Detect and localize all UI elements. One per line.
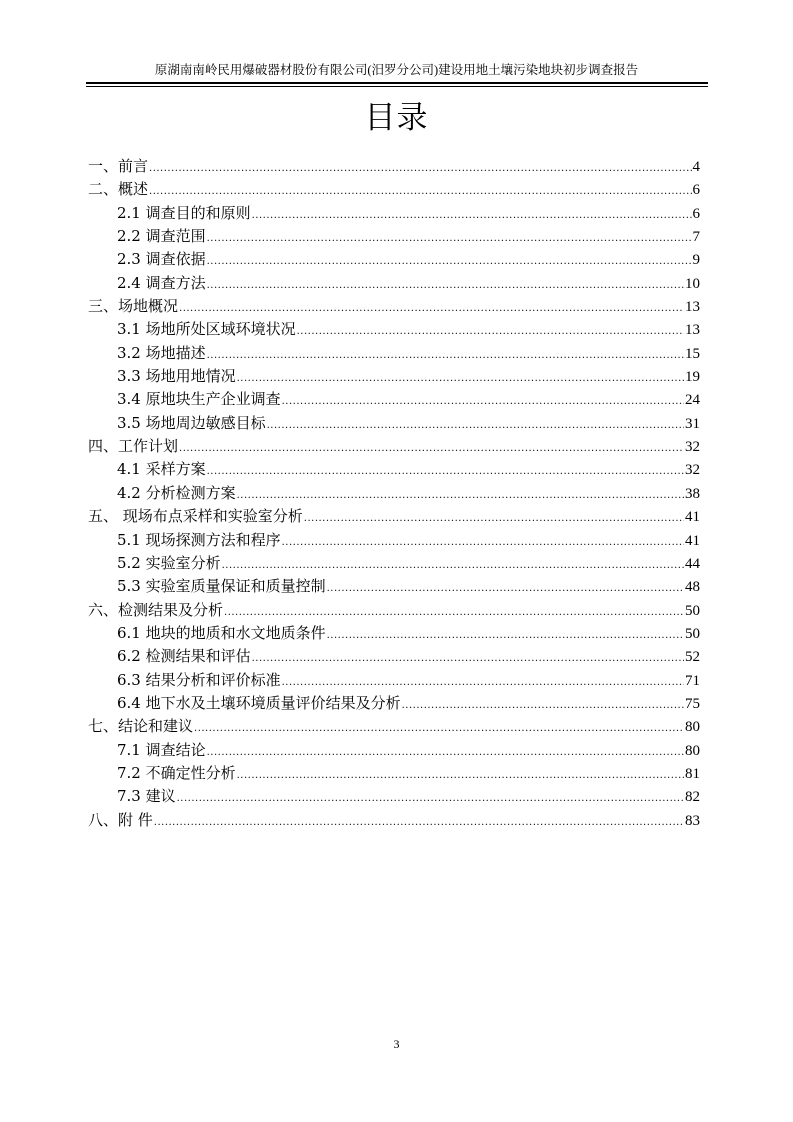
toc-entry-page: 10 [685,275,700,292]
toc-entry[interactable] [88,388,700,411]
toc-entry-page: 31 [685,415,700,432]
toc-entry[interactable] [88,809,700,832]
dot-leader [207,256,692,267]
toc-entry-label: 八、附 件 [88,810,153,829]
toc-entry-page: 83 [685,812,700,829]
toc-entry[interactable] [88,552,700,575]
toc-entry-page: 80 [685,719,700,736]
toc-entry-label: 六、检测结果及分析 [88,600,224,619]
toc-entry-label: 四、工作计划 [88,437,179,456]
toc-entry-page: 38 [685,485,700,502]
dot-leader [207,233,692,244]
toc-entry[interactable] [88,155,700,178]
toc-entry-page: 82 [685,789,700,806]
dot-leader [402,700,684,711]
toc-entry[interactable] [88,762,700,785]
toc-entry-label: 7.2 不确定性分析 [117,763,236,782]
toc-entry-label: 2.4 调查方法 [117,273,206,292]
toc-entry-page: 13 [685,299,700,316]
dot-leader [149,163,691,174]
dot-leader [237,490,684,501]
toc-entry-page: 4 [692,159,700,175]
toc-entry-page: 19 [685,369,700,386]
toc-entry-label: 一、前言 [88,157,149,175]
toc-entry-label: 5.3 实验室质量保证和质量控制 [117,577,326,596]
page-title: 目录 [364,100,429,136]
toc-entry[interactable] [88,412,700,435]
toc-entry-label: 2.2 调查范围 [117,227,206,246]
toc-entry-label: 4.1 采样方案 [117,460,206,479]
dot-leader [267,420,684,431]
toc-entry-label: 2.3 调查依据 [117,250,206,269]
toc-entry-page: 80 [685,742,700,759]
dot-leader [252,653,684,664]
toc-entry[interactable] [88,622,700,645]
dot-leader [154,817,684,828]
toc-entry-page: 48 [685,579,700,596]
toc-entry-page: 24 [685,392,700,409]
dot-leader [304,513,684,524]
toc-entry-label: 6.2 检测结果和评估 [117,647,251,666]
dot-leader [252,210,692,221]
toc-entry-label: 3.5 场地周边敏感目标 [117,413,266,432]
toc-entry-label: 6.4 地下水及土壤环境质量评价结果及分析 [117,693,401,712]
dot-leader [177,793,684,804]
dot-leader [149,186,691,197]
toc-entry-label: 7.3 建议 [117,787,176,806]
header-rule [86,82,708,87]
toc-entry-page: 52 [685,649,700,666]
toc-entry[interactable] [88,295,700,318]
toc-entry[interactable] [88,575,700,598]
toc-entry[interactable] [88,458,700,481]
toc-entry-page: 7 [692,229,700,246]
dot-leader [207,280,684,291]
toc-entry[interactable] [88,645,700,668]
toc-entry-page: 13 [685,322,700,339]
dot-leader [282,396,684,407]
toc-entry-label: 5.1 现场探测方法和程序 [117,530,281,549]
toc-entry[interactable] [88,715,700,738]
toc-entry-page: 6 [692,182,700,199]
toc-entry-label: 2.1 调查目的和原则 [117,203,251,222]
dot-leader [179,443,684,454]
toc-entry[interactable] [88,342,700,365]
toc-entry-label: 4.2 分析检测方案 [117,483,236,502]
toc-entry[interactable] [88,482,700,505]
toc-entry[interactable] [88,692,700,715]
dot-leader [237,770,684,781]
toc-entry-page: 41 [685,532,700,549]
toc-entry-page: 41 [685,509,700,526]
toc-entry-page: 32 [685,462,700,479]
toc-entry-page: 32 [685,439,700,456]
page-number: 3 [393,1037,400,1051]
dot-leader [297,326,684,337]
running-header: 原湖南南岭民用爆破器材股份有限公司(汨罗分公司)建设用地土壤污染地块初步调查报告 [154,63,639,77]
table-of-contents [88,155,700,832]
dot-leader [222,560,684,571]
toc-entry-label: 3.1 场地所处区域环境状况 [117,320,296,339]
toc-entry[interactable] [88,318,700,341]
toc-entry-page: 75 [685,695,700,712]
toc-entry[interactable] [88,178,700,201]
toc-entry-page: 71 [685,672,700,689]
toc-entry-page: 50 [685,602,700,619]
toc-entry-label: 3.3 场地用地情况 [117,367,236,386]
toc-entry-page: 81 [685,765,700,782]
dot-leader [282,677,684,688]
toc-entry-label: 二、概述 [88,180,149,199]
dot-leader [194,723,684,734]
dot-leader [327,583,684,594]
toc-entry-label: 7.1 调查结论 [117,740,206,759]
toc-entry-page: 15 [685,345,700,362]
toc-entry[interactable] [88,202,700,225]
toc-entry-page: 6 [692,205,700,222]
toc-entry-page: 44 [685,555,700,572]
toc-entry[interactable] [88,669,700,692]
toc-entry[interactable] [88,225,700,248]
toc-entry[interactable] [88,248,700,271]
dot-leader [207,466,684,477]
toc-entry[interactable] [88,505,700,528]
dot-leader [282,537,684,548]
toc-entry-page: 50 [685,625,700,642]
toc-entry[interactable] [88,529,700,552]
toc-entry[interactable] [88,785,700,808]
toc-entry[interactable] [88,272,700,295]
dot-leader [207,350,684,361]
toc-entry[interactable] [88,435,700,458]
toc-entry[interactable] [88,365,700,388]
toc-entry-label: 3.4 原地块生产企业调查 [117,390,281,409]
toc-entry-label: 6.3 结果分析和评价标准 [117,670,281,689]
toc-entry[interactable] [88,739,700,762]
toc-entry-label: 5.2 实验室分析 [117,553,221,572]
dot-leader [224,607,684,618]
toc-entry-label: 七、结论和建议 [88,717,194,736]
toc-entry-label: 6.1 地块的地质和水文地质条件 [117,623,326,642]
dot-leader [237,373,684,384]
toc-entry-label: 三、场地概况 [88,297,179,316]
toc-entry-label: 五、 现场布点采样和实验室分析 [88,507,303,526]
dot-leader [327,630,684,641]
toc-entry-page: 9 [692,252,700,269]
dot-leader [179,303,684,314]
toc-entry[interactable] [88,599,700,622]
dot-leader [207,747,684,758]
toc-entry-label: 3.2 场地描述 [117,343,206,362]
